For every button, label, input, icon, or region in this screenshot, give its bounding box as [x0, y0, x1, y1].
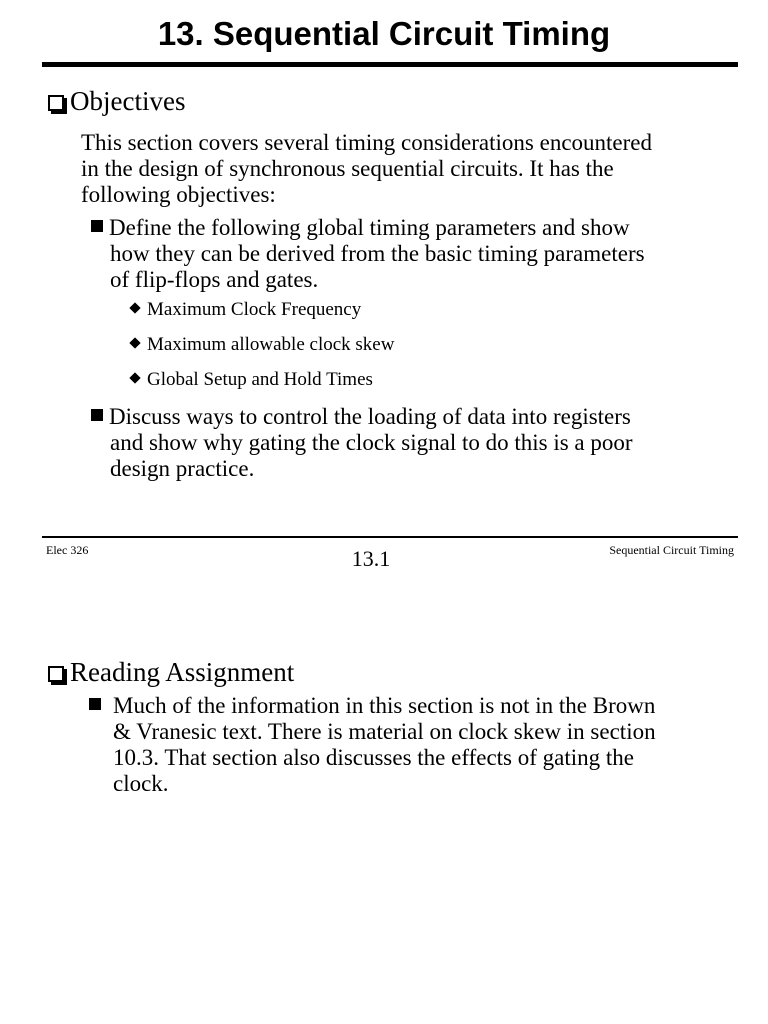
- sub-bullet-clock-skew: [129, 334, 394, 356]
- footer-left: Elec 326: [46, 543, 89, 557]
- bullet-line: of flip-flops and gates.: [110, 267, 319, 292]
- page-title: 13. Sequential Circuit Timing: [157, 15, 611, 52]
- page-number: 13.1: [351, 546, 391, 571]
- bullet-line: design practice.: [110, 456, 255, 481]
- bullet-line: Much of the information in this section is not in the Brown: [113, 693, 656, 718]
- reading-heading: [48, 656, 294, 688]
- square-bullet-icon: [91, 409, 103, 421]
- checkbox-bullet-icon: [48, 95, 64, 111]
- sub-bullet-setup-hold: [129, 369, 373, 391]
- bullet-item-reading: [89, 693, 656, 797]
- bullet-line: 10.3. That section also discusses the effects of gating the: [113, 745, 635, 770]
- objectives-heading: [48, 85, 185, 117]
- bullet-line: Define the following global timing parameters and show: [109, 215, 630, 240]
- intro-line: in the design of synchronous sequential circuits. It has the: [81, 156, 614, 181]
- diamond-bullet-icon: [129, 372, 140, 383]
- intro-line: following objectives:: [81, 182, 276, 207]
- intro-line: This section covers several timing considerations encountered: [81, 130, 652, 155]
- bullet-line: clock.: [113, 771, 169, 796]
- footer-right: Sequential Circuit Timing: [609, 543, 734, 557]
- intro-paragraph: [81, 130, 652, 208]
- bullet-line: & Vranesic text. There is material on clock skew in section: [113, 719, 656, 744]
- bullet-line: how they can be derived from the basic timing parameters: [110, 241, 645, 266]
- objectives-heading-text: Objectives: [70, 86, 186, 116]
- title-divider: [42, 62, 738, 67]
- sub-bullet-text: Maximum Clock Frequency: [147, 299, 362, 320]
- bullet-line: and show why gating the clock signal to do this is a poor: [110, 430, 633, 455]
- sub-bullet-text: Maximum allowable clock skew: [147, 334, 395, 355]
- reading-heading-text: Reading Assignment: [70, 657, 295, 687]
- checkbox-bullet-icon: [48, 666, 64, 682]
- sub-bullet-max-clock: [129, 299, 361, 321]
- diamond-bullet-icon: [129, 337, 140, 348]
- footer-divider: [42, 536, 738, 538]
- diamond-bullet-icon: [129, 302, 140, 313]
- square-bullet-icon: [89, 698, 101, 710]
- bullet-item-define: [91, 215, 645, 293]
- square-bullet-icon: [91, 220, 103, 232]
- bullet-item-discuss: [91, 404, 633, 482]
- sub-bullet-text: Global Setup and Hold Times: [147, 369, 373, 390]
- bullet-line: Discuss ways to control the loading of data into registers: [109, 404, 631, 429]
